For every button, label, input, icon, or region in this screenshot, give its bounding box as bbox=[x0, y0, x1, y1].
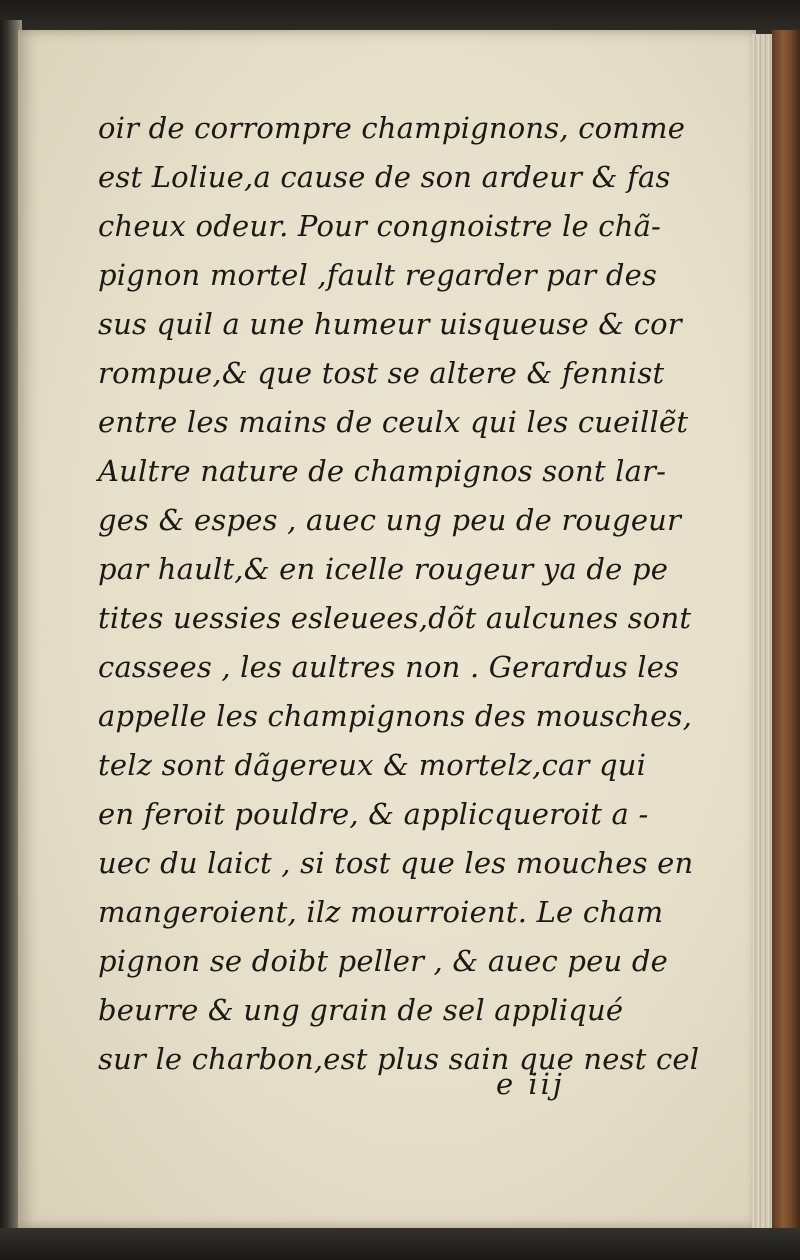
book-page bbox=[18, 30, 756, 1228]
page-text bbox=[98, 104, 698, 1084]
text-line: par hault,& en icelle rougeur ya de pe bbox=[98, 552, 669, 586]
text-line: est Loliue,a cause de son ardeur & fas bbox=[98, 160, 671, 194]
text-line: oir de corrompre champignons, comme bbox=[98, 111, 686, 145]
text-line: ges & espes , auec ung peu de rougeur bbox=[98, 503, 682, 537]
text-line: uec du laict , si tost que les mouches en bbox=[98, 846, 694, 880]
text-line: rompue,& que tost se altere & fennist bbox=[98, 356, 665, 390]
text-line: Aultre nature de champignos sont lar- bbox=[98, 454, 667, 488]
text-line: telz sont dãgereux & mortelz,car qui bbox=[98, 748, 647, 782]
text-line: pignon se doibt peller , & auec peu de bbox=[98, 944, 668, 978]
page-stack-edge bbox=[752, 34, 772, 1230]
text-line: sus quil a une humeur uisqueuse & cor bbox=[98, 307, 682, 341]
text-line: tites uessies esleuees,dõt aulcunes sont bbox=[98, 601, 692, 635]
top-edge bbox=[0, 0, 800, 34]
cover-board bbox=[772, 30, 800, 1230]
text-line: beurre & ung grain de sel appliqué bbox=[98, 993, 624, 1027]
text-line: cassees , les aultres non . Gerardus les bbox=[98, 650, 680, 684]
signature-mark: e iij bbox=[496, 1067, 565, 1101]
text-line: entre les mains de ceulx qui les cueillẽt bbox=[98, 405, 689, 439]
bottom-edge bbox=[0, 1228, 800, 1260]
text-line: pignon mortel ,fault regarder par des bbox=[98, 258, 658, 292]
text-line: sur le charbon,est plus sain que nest cel bbox=[98, 1042, 700, 1076]
text-line: mangeroient, ilz mourroient. Le cham bbox=[98, 895, 664, 929]
text-line: cheux odeur. Pour congnoistre le chã- bbox=[98, 209, 662, 243]
text-line: appelle les champignons des mousches, bbox=[98, 699, 692, 733]
text-line: en feroit pouldre, & applicqueroit a - bbox=[98, 797, 649, 831]
